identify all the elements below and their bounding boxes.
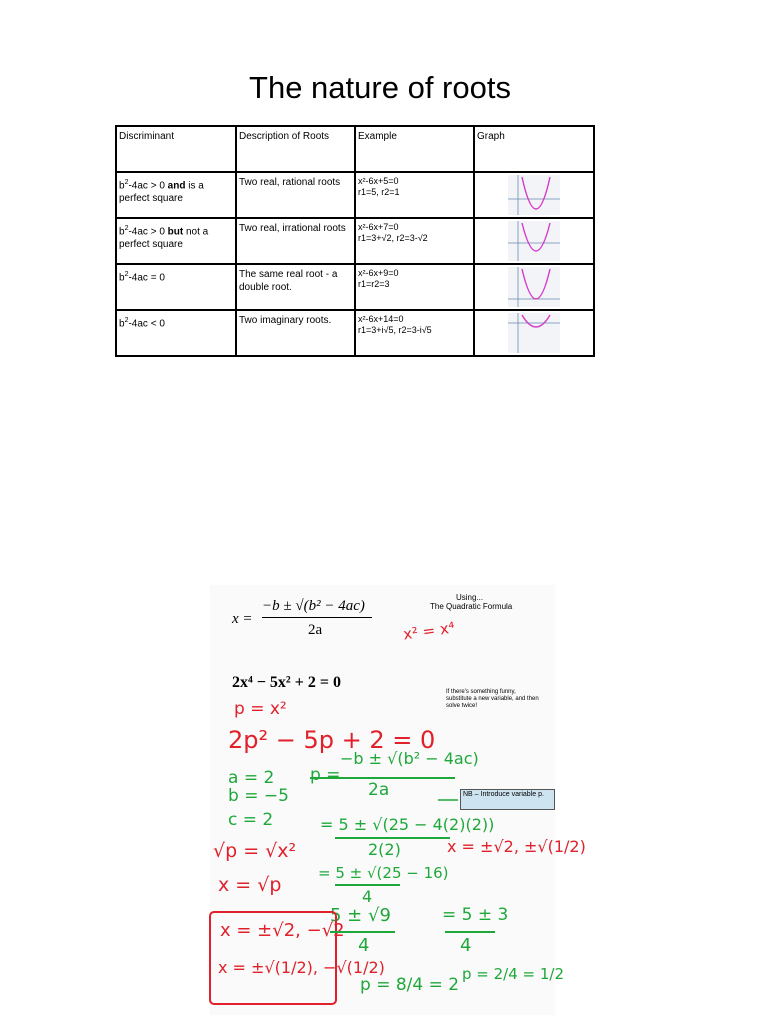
hw-p-formula-lhs: p = <box>310 765 341 785</box>
example-equation: x²-6x+7=0 <box>358 222 399 232</box>
header-graph: Graph <box>474 126 594 172</box>
disc-condition: -4ac < 0 <box>128 318 165 330</box>
hw-c-value: c = 2 <box>228 810 274 830</box>
hw-p1-value: p = 8/4 = 2 <box>360 975 460 995</box>
discriminant-cell <box>116 218 236 264</box>
example-roots: r1=r2=3 <box>358 279 390 289</box>
hw-boxed-answer-2: x = ±√(1/2), −√(1/2) <box>218 958 385 977</box>
hw-sub2-denominator: 4 <box>362 887 373 906</box>
example-roots: r1=3+√2, r2=3-√2 <box>358 233 428 243</box>
example-equation: x²-6x+5=0 <box>358 176 399 186</box>
description-cell: Two real, irrational roots <box>236 218 355 264</box>
roots-table <box>115 125 595 357</box>
formula-numerator: −b ± √(b² − 4ac) <box>262 598 365 614</box>
graph-cell <box>474 264 594 310</box>
disc-qualifier: not a perfect square <box>119 226 212 251</box>
disc-exponent: 2 <box>124 179 129 186</box>
hw-a-value: a = 2 <box>228 768 275 788</box>
disc-exponent: 2 <box>124 271 129 278</box>
discriminant-cell <box>116 310 236 356</box>
disc-condition: -4ac > 0 <box>128 226 168 238</box>
example-equation: x²-6x+14=0 <box>358 314 404 324</box>
hw-sub1-numerator: = 5 ± √(25 − 4(2)(2)) <box>320 815 495 834</box>
disc-condition: -4ac > 0 <box>128 180 168 192</box>
disc-connector: and <box>167 180 186 192</box>
disc-connector: but <box>167 226 184 238</box>
hw-sub3-numerator: 5 ± √9 <box>330 905 391 926</box>
formula-denominator: 2a <box>308 622 323 638</box>
example-cell <box>355 172 474 218</box>
hw-sub1-denominator: 2(2) <box>368 840 401 859</box>
disc-condition: -4ac = 0 <box>128 272 165 284</box>
parabola-graph <box>506 267 562 307</box>
table-row <box>116 218 594 264</box>
graph-grid <box>508 267 560 307</box>
hw-sub4-denominator: 4 <box>460 935 472 956</box>
example-cell <box>355 264 474 310</box>
page-title: The nature of roots <box>249 70 511 105</box>
parabola-graph <box>506 175 562 215</box>
example-roots: r1=5, r2=1 <box>358 187 400 197</box>
example-equation: x²-6x+9=0 <box>358 268 399 278</box>
example-roots: r1=3+i√5, r2=3-i√5 <box>358 325 432 335</box>
disc-qualifier: is a perfect square <box>119 180 207 205</box>
hw-sub2-numerator: = 5 ± √(25 − 16) <box>318 864 449 882</box>
header-description: Description of Roots <box>236 126 355 172</box>
table-header-row <box>116 126 594 172</box>
graph-cell <box>474 310 594 356</box>
hw-p-formula-numerator: −b ± √(b² − 4ac) <box>340 749 479 768</box>
header-discriminant: Discriminant <box>116 126 236 172</box>
disc-base: b <box>119 226 125 238</box>
disc-base: b <box>119 180 125 192</box>
hw-quadratic-in-p: 2p² − 5p + 2 = 0 <box>228 726 436 754</box>
hw-b-value: b = −5 <box>228 786 289 806</box>
using-line1: Using... <box>456 593 484 602</box>
table-row <box>116 264 594 310</box>
hw-boxed-answer-1: x = ±√2, −√2 <box>220 920 345 941</box>
graph-grid <box>508 313 560 353</box>
hw-p2-value: p = 2/4 = 1/2 <box>462 965 565 983</box>
note-box: NB – Introduce variable p. <box>460 789 555 810</box>
formula-bar <box>262 617 372 618</box>
table-row <box>116 172 594 218</box>
graph-cell <box>474 172 594 218</box>
table-row <box>116 310 594 356</box>
using-line2: The Quadratic Formula <box>430 602 513 611</box>
graph-cell <box>474 218 594 264</box>
parabola-graph <box>506 221 562 261</box>
hw-x-equals-sqrt-p: x = √p <box>218 874 282 896</box>
discriminant-cell <box>116 264 236 310</box>
hw-p-equals-x2: p = x² <box>234 699 287 719</box>
disc-base: b <box>119 272 125 284</box>
disc-exponent: 2 <box>124 317 129 324</box>
hw-sub3-denominator: 4 <box>358 935 370 956</box>
hw-x2-x4: x² = x⁴ <box>401 618 456 644</box>
disc-base: b <box>119 318 125 330</box>
equation: 2x⁴ − 5x² + 2 = 0 <box>232 674 341 691</box>
discriminant-cell <box>116 172 236 218</box>
description-cell: The same real root - a double root. <box>236 264 355 310</box>
graph-grid <box>508 221 560 261</box>
description-cell: Two real, rational roots <box>236 172 355 218</box>
example-cell <box>355 218 474 264</box>
description-cell: Two imaginary roots. <box>236 310 355 356</box>
hw-x-values: x = ±√2, ±√(1/2) <box>447 837 586 856</box>
hw-sqrt-p: √p = √x² <box>213 840 297 862</box>
hw-p-formula-denominator: 2a <box>368 780 390 800</box>
header-example: Example <box>355 126 474 172</box>
example-cell <box>355 310 474 356</box>
parabola-graph <box>506 313 562 353</box>
hw-sub4-numerator: = 5 ± 3 <box>442 905 509 925</box>
disc-exponent: 2 <box>124 225 129 232</box>
hint-text: If there's something funny, substitute a new variable, and then solve twice! <box>446 689 539 709</box>
formula-lhs: x = <box>232 611 253 627</box>
